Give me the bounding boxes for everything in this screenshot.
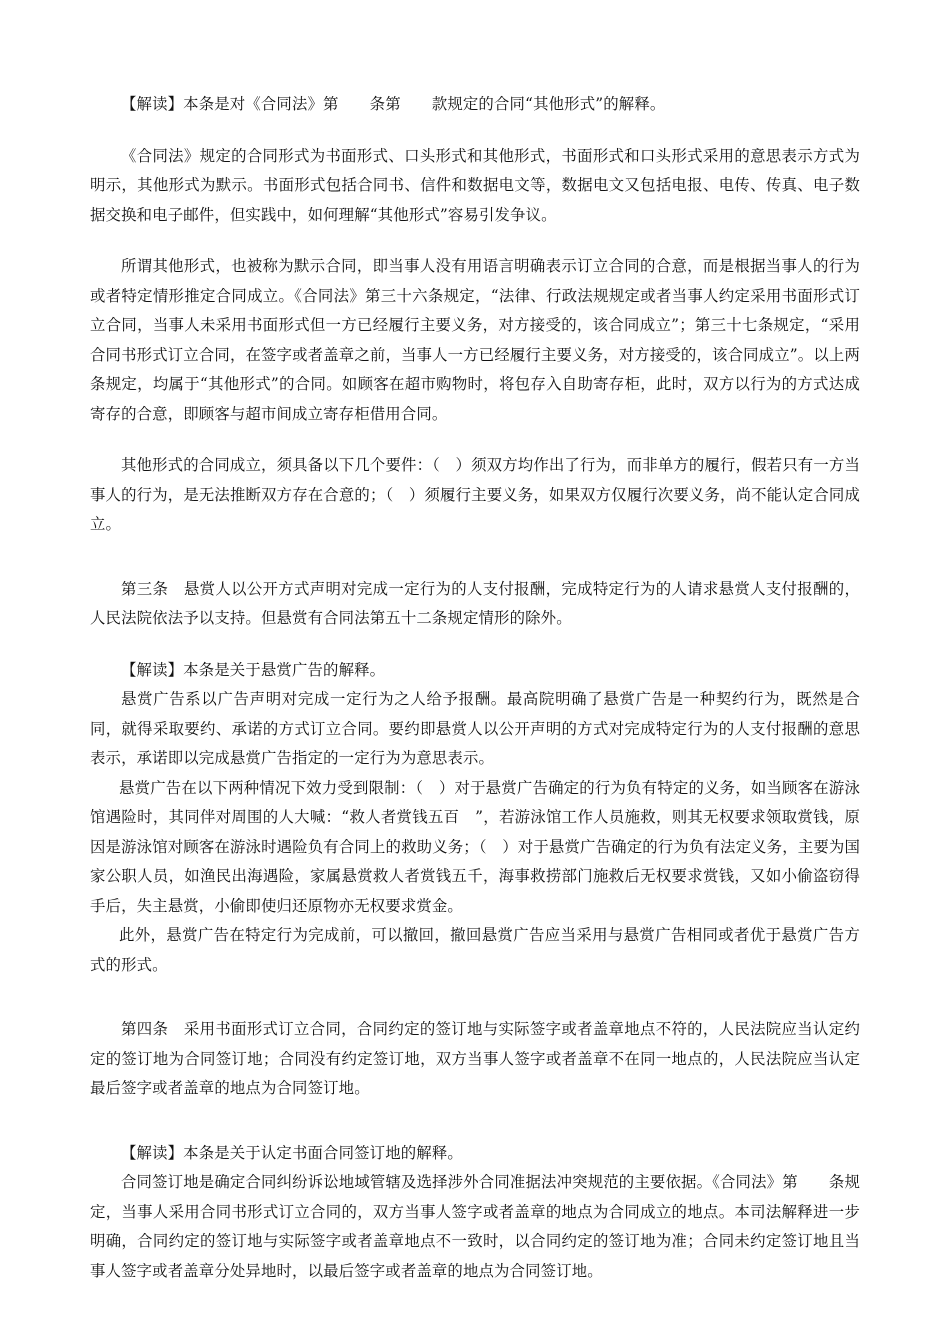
document-page: [90, 90, 860, 1286]
interpretation-heading-reward: 【解读】本条是关于悬赏广告的解释。: [121, 660, 386, 679]
paragraph-reward-limits: 悬赏广告在以下两种情况下效力受到限制：（ ）对于悬赏广告确定的行为负有特定的义务，如当顾客在游泳馆遇险时，其同伴对周围的人大喊：“救人者赏钱五百 ”，若游泳馆工作人员施救，则其无权要求领取赏钱，原因是游泳馆对顾客在游泳时遇险负有合同上的救助义务；（ ）对于悬赏广告确定的行为负有法定义务，主要为国家公职人员，如渔民出海遇险，家属悬赏救人者赏钱五千，海事救捞部门施救后无权要求赏钱，又如小偷盗窃得手后，失主悬赏，小偷即使归还原物亦无权要求赏金。: [90, 778, 860, 915]
article-3: 第三条 悬赏人以公开方式声明对完成一定行为的人支付报酬，完成特定行为的人请求悬赏人支付报酬的，人民法院依法予以支持。但悬赏有合同法第五十二条规定情形的除外。: [90, 579, 860, 627]
paragraph-requirements: 其他形式的合同成立，须具备以下几个要件：（ ）须双方均作出了行为，而非单方的履行，假若只有一方当事人的行为，是无法推断双方存在合意的；（ ）须履行主要义务，如果双方仅履行次要义务，尚不能认定合同成立。: [90, 456, 860, 533]
paragraph-signing-place: 合同签订地是确定合同纠纷诉讼地域管辖及选择涉外合同准据法冲突规范的主要依据。《合同法》第 条规定，当事人采用合同书形式订立合同的，双方当事人签字或者盖章的地点为合同成立的地点。本司法解释进一步明确，合同约定的签订地与实际签字或者盖章地点不一致时，以合同约定的签订地为准；合同未约定签订地且当事人签字或者盖章分处异地时，以最后签字或者盖章的地点为合同签订地。: [90, 1173, 860, 1280]
paragraph-implied-contract: 所谓其他形式，也被称为默示合同，即当事人没有用语言明确表示订立合同的合意，而是根据当事人的行为或者特定情形推定合同成立。《合同法》第三十六条规定，“法律、行政法规规定或者当事人约定采用书面形式订立合同，当事人未采用书面形式但一方已经履行主要义务，对方接受的，该合同成立”；第三十七条规定，“采用合同书形式订立合同，在签字或者盖章之前，当事人一方已经履行主要义务，对方接受的，该合同成立”。以上两条规定，均属于“其他形式”的合同。如顾客在超市购物时，将包存入自助寄存柜，此时，双方以行为的方式达成寄存的合意，即顾客与超市间成立寄存柜借用合同。: [90, 257, 860, 423]
paragraph-reward-revocation: 此外，悬赏广告在特定行为完成前，可以撤回，撤回悬赏广告应当采用与悬赏广告相同或者优于悬赏广告方式的形式。: [90, 926, 860, 974]
paragraph-contract-forms: 《合同法》规定的合同形式为书面形式、口头形式和其他形式，书面形式和口头形式采用的意思表示方式为明示，其他形式为默示。书面形式包括合同书、信件和数据电文等，数据电文又包括电报、电传、传真、电子数据交换和电子邮件，但实践中，如何理解“其他形式”容易引发争议。: [90, 146, 860, 224]
article-4: 第四条 采用书面形式订立合同，合同约定的签订地与实际签字或者盖章地点不符的，人民法院应当认定约定的签订地为合同签订地；合同没有约定签订地，双方当事人签字或者盖章不在同一地点的，人民法院应当认定最后签字或者盖章的地点为合同签订地。: [90, 1020, 860, 1097]
interpretation-heading-other-forms: 【解读】本条是对《合同法》第 条第 款规定的合同“其他形式”的解释。: [121, 95, 666, 113]
paragraph-reward-definition: 悬赏广告系以广告声明对完成一定行为之人给予报酬。最高院明确了悬赏广告是一种契约行为，既然是合同，就得采取要约、承诺的方式订立合同。要约即悬赏人以公开声明的方式对完成特定行为的人支付报酬的意思表示，承诺即以完成悬赏广告指定的一定行为为意思表示。: [90, 690, 860, 767]
interpretation-heading-signing-place: 【解读】本条是关于认定书面合同签订地的解释。: [121, 1143, 463, 1162]
